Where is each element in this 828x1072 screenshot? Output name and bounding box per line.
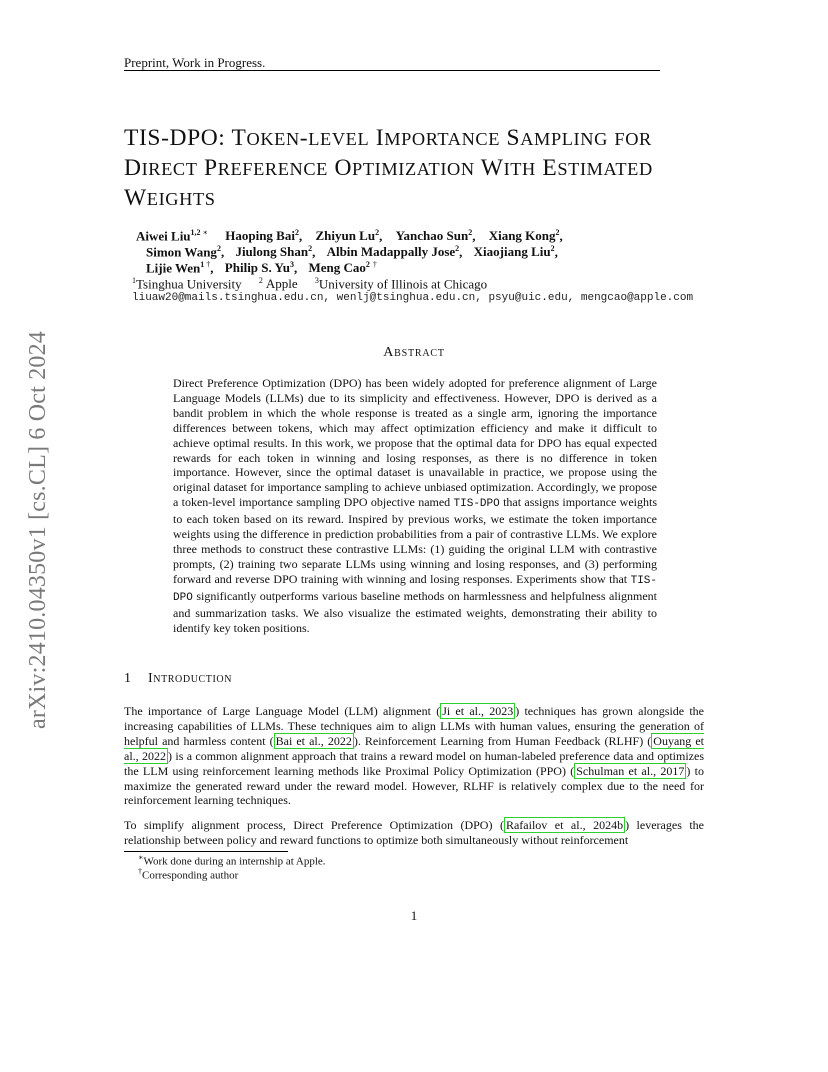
author-line-3: Lijie Wen$^1$ †, Philip S. Yu$^3$, Meng Cao$^2$ † — [146, 260, 377, 276]
citation-link[interactable]: Schulman et al., 2017 — [576, 763, 685, 778]
author-name: Philip S. Yu — [224, 260, 290, 276]
author-affil-sup: 1 — [200, 260, 205, 269]
author-affil-sup: 2 — [308, 244, 313, 253]
affil-sup: 1 — [132, 276, 136, 285]
arxiv-identifier: arXiv:2410.04350v1 [cs.CL] 6 Oct 2024 — [25, 331, 51, 730]
header-rule — [124, 70, 660, 71]
body-text: ) is a common alignment approach that trains a reward model on human-labeled preference data and optimizes the LLM using reinforcement learning methods like Proximal Policy Optimization (PPO) ( — [124, 748, 704, 778]
author-name: Lijie Wen — [146, 260, 201, 276]
abstract-text-segment: Direct Preference Optimization (DPO) has been widely adopted for preference alignment of Large Language Models (LLMs) due to its simplicity and effectiveness. However, DPO is derived as a bandit problem in which the whole response is treated as a single arm, ignoring the importance differences between tokens, which may affect optimization efficiency and make it difficult to achieve optimal results. In this work, we propose that the optimal data for DPO has equal expected rewards for each token in winning and losing responses, as there is no difference in token importance. However, since the optimal dataset is unavailable in practice, we propose using the original dataset for importance sampling to achieve unbiased optimization. Accordingly, we propose a token-level importance sampling DPO objective named — [173, 376, 657, 510]
author-name: Jiulong Shan — [235, 244, 309, 260]
author-name: Xiang Kong — [488, 228, 556, 244]
affil-sup: 3 — [314, 276, 319, 285]
method-name: TIS-DPO — [453, 498, 500, 511]
title-line-3: WEIGHTS — [124, 185, 216, 211]
affiliation: Apple — [265, 276, 298, 292]
intro-paragraph-2 — [124, 818, 704, 848]
affil-sup: 2 — [258, 276, 263, 285]
title-line-1: TIS-DPO: TOKEN-LEVEL IMPORTANCE SAMPLING FOR — [124, 125, 652, 151]
method-name: TIS-DPO — [173, 574, 658, 604]
author-affil-sup: 2 — [555, 228, 560, 237]
author-name: Haoping Bai — [225, 228, 295, 244]
section-title: Introduction — [148, 671, 233, 686]
footnote-2 — [138, 867, 238, 882]
body-text: ) techniques has grown alongside the increasing capabilities of LLMs. These techniques aim to align LLMs with human values, ensuring the generation of helpful and harmless content ( — [124, 704, 704, 748]
affiliations — [132, 276, 487, 292]
body-text: ) leverages the relationship between policy and reward functions to optimize both simultaneously without reinforcement — [124, 818, 705, 847]
footnote-rule — [124, 851, 288, 852]
author-affil-sup: 2 — [455, 244, 460, 253]
title-line-2: DIRECT PREFERENCE OPTIMIZATION WITH ESTIMATED — [124, 155, 653, 181]
author-name: Aiwei Liu — [136, 228, 191, 244]
author-affil-sup: 2 — [294, 228, 299, 237]
author-name: Simon Wang — [146, 244, 217, 260]
author-name: Xiaojiang Liu — [473, 244, 551, 260]
citation-link[interactable]: Bai et al., 2022 — [275, 733, 352, 748]
footnote-1 — [138, 853, 326, 868]
paper-title — [124, 124, 724, 214]
author-line-2: Simon Wang$^2$, Jiulong Shan$^2$, Albin Madappally Jose$^2$, Xiaojiang Liu$^2$, — [146, 244, 558, 260]
abstract-text-segment: that assigns importance weights to each token based on its reward. Inspired by previous works, we estimate the token importance weights using the difference in prediction probabilities from a pair of contrastive LLMs. We explore three methods to construct these contrastive LLMs: (1) guiding the original LLM with contrastive prompts, (2) training two separate LLMs using winning and losing responses, and (3) performing forward and reverse DPO training with winning and losing responses. Experiments show that — [173, 495, 658, 586]
author-affil-sup: 2 — [375, 228, 380, 237]
author-affil-sup: 1,2 — [190, 228, 201, 237]
author-line-1: Aiwei Liu$^{1,2}$ ∗ Haoping Bai$^2$, Zhiyun Lu$^2$, Yanchao Sun$^2$, Xiang Kong$^2$, — [136, 228, 563, 244]
author-name: Meng Cao — [308, 260, 366, 276]
footnote-mark: ∗ — [138, 853, 144, 862]
section-heading-introduction — [124, 671, 232, 687]
author-affil-sup: 2 — [365, 260, 370, 269]
citation-link[interactable]: Ouyang et al., 2022 — [124, 733, 705, 763]
page-number: 1 — [410, 908, 418, 923]
abstract-text — [173, 376, 657, 635]
body-text: The importance of Large Language Model (LLM) alignment ( — [124, 704, 441, 718]
footnote-text: Work done during an internship at Apple. — [143, 855, 326, 868]
footnote-text: Corresponding author — [142, 869, 239, 882]
abstract-text-segment: significantly outperforms various baseline methods on harmlessness and helpfulness alignment and summarization tasks. We also visualize the estimated weights, demonstrating their ability to identify key token positions. — [173, 588, 657, 635]
abstract-heading — [0, 345, 828, 361]
section-number: 1 — [124, 671, 132, 686]
footnote-mark: † — [138, 867, 142, 876]
author-affil-sup: 2 — [468, 228, 473, 237]
citation-link[interactable]: Ji et al., 2023 — [442, 704, 514, 718]
author-affil-sup: 2 — [216, 244, 221, 253]
author-affil-sup: 2 — [550, 244, 555, 253]
body-text: To simplify alignment process, Direct Preference Optimization (DPO) ( — [124, 818, 504, 832]
header-note: Preprint, Work in Progress. — [124, 55, 266, 70]
affiliation: Tsinghua University — [136, 276, 242, 292]
author-footnote-mark: † — [372, 260, 377, 269]
author-footnote-mark: † — [206, 260, 211, 269]
abstract-heading-text: Abstract — [383, 345, 445, 360]
author-name: Yanchao Sun — [395, 228, 469, 244]
author-footnote-mark: ∗ — [202, 228, 208, 237]
author-affil-sup: 3 — [289, 260, 294, 269]
body-text: ) to maximize the generated reward under the reward model. However, RLHF is relatively complex due to the need for reinforcement learning techniques. — [124, 763, 704, 808]
author-name: Zhiyun Lu — [315, 228, 376, 244]
affiliation: University of Illinois at Chicago — [318, 276, 488, 292]
intro-paragraph-1 — [124, 704, 704, 808]
author-emails: liuaw20@mails.tsinghua.edu.cn, wenlj@tsinghua.edu.cn, psyu@uic.edu, mengcao@apple.com — [132, 292, 694, 304]
body-text: ). Reinforcement Learning from Human Feedback (RLHF) ( — [353, 733, 652, 748]
author-name: Albin Madappally Jose — [326, 244, 456, 260]
citation-link[interactable]: Rafailov et al., 2024b — [505, 818, 624, 832]
